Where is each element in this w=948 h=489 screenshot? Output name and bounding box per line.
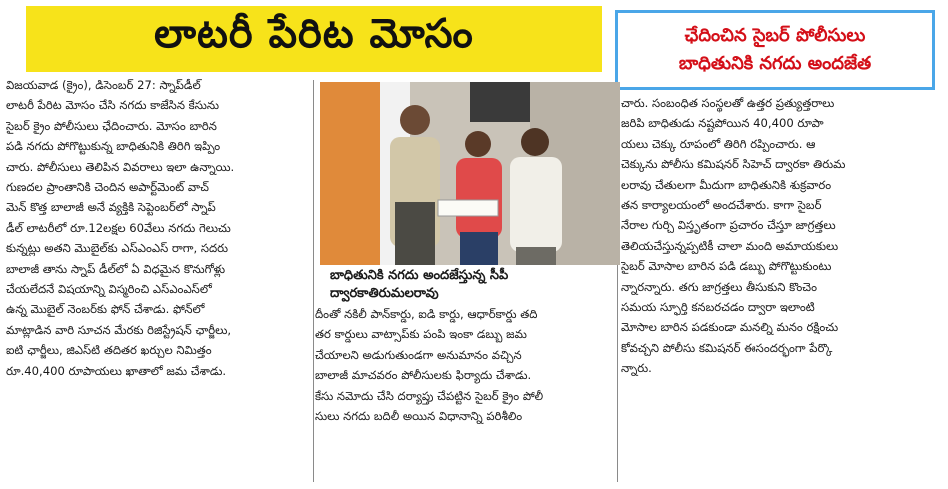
- article-column-3: [621, 93, 941, 379]
- text-line: సమయ స్ఫూర్తి కనబరచడం ద్వారా ఇలాంటి: [621, 300, 815, 315]
- text-line: సైబర్ క్రైం పోలీసులు ఛేదించారు. మోసం బారిన: [6, 118, 217, 133]
- text-line: మెన్ కొత్త బాలాజీ అనే వ్యక్తికి సెప్టెంబర్‌లో స్నాప్: [6, 200, 216, 215]
- text-line: చేయలేదనే విషయాన్ని విస్మరించి ఎస్ఎంఎస్‌లో: [6, 282, 212, 297]
- text-line: ఉన్న మొబైల్ నెంబర్‌కు ఫోన్ చేశాడు. ఫోన్‌లో: [6, 302, 205, 317]
- photo-illustration: [320, 82, 620, 265]
- text-line: చేయాలని అడుగుతుండగా అనుమానం వచ్చిన: [315, 347, 522, 362]
- text-line: న్నారన్నారు. తగు జాగ్రత్తలు తీసుకుని కొంచెం: [621, 279, 817, 294]
- news-photo: [320, 82, 620, 265]
- headline: లాటరీ పేరిట మోసం: [26, 6, 602, 72]
- text-line: న్నారు.: [621, 361, 652, 376]
- text-line: కున్నట్లు అతని మొబైల్‌కు ఎస్ఎంఎస్ రాగా, సదరు: [6, 241, 229, 256]
- text-line: బాలాజీ మాచవరం పోలీసులకు ఫిర్యాదు చేశాడు.: [315, 368, 532, 383]
- text-line: డీల్ లాటరీలో రూ.12లక్షల 60వేలు నగదు గెలుచు: [6, 220, 231, 235]
- photo-caption: [320, 266, 620, 304]
- column-divider: [313, 80, 314, 482]
- text-line: బాలాజీ తాను స్నాప్ డీల్‌లో ఏ విధమైన కొనుగోళ్లు: [6, 261, 226, 276]
- caption-line-1: బాధితునికి నగదు అందజేస్తున్న సీపీ: [330, 268, 509, 283]
- subheadline-box: [615, 10, 935, 90]
- text-line: కోవచ్చని పోలీసు కమిషనర్ ఈసందర్భంగా పేర్కొ: [621, 340, 833, 355]
- text-line: దీంతో నకిలీ పాన్‌కార్డు, ఐడి కార్డు, ఆధార్‌కార్డు తది: [315, 307, 538, 321]
- text-line: కేసు నమోదు చేసి దర్యాప్తు చేపట్టిన సైబర్ క్రైం పోలీ: [315, 388, 544, 403]
- text-line: చారు. పోలీసులు తెలిపిన వివరాలు ఇలా ఉన్నాయి.: [6, 159, 235, 174]
- text-line: చారు. సంబంధిత సంస్థలతో ఉత్తర ప్రత్యుత్తరాలు: [621, 96, 835, 110]
- text-line: జరిపి బాధితుడు నష్టపోయిన 40,400 రూపా: [621, 116, 824, 131]
- text-line: తెలియచేస్తున్నప్పటికీ చాలా మంది అమాయకులు: [621, 238, 839, 253]
- text-line: మాట్లాడిన వారి సూచన మేరకు రిజిస్ట్రేషన్ ఛార్జీలు,: [6, 322, 232, 337]
- text-line: చెక్కును పోలీసు కమిషనర్ సిహెచ్ ద్వారకా తిరుమ: [621, 157, 846, 172]
- text-line: తర కార్డులు వాట్సాప్‌కు పంపి ఇంకా డబ్బు జమ: [315, 327, 527, 342]
- text-line: సులు నగదు బదిలీ అయిన విధానాన్ని పరిశీలిం: [315, 409, 523, 424]
- article-column-1: [6, 75, 311, 381]
- text-line: లరావు చేతులగా మీదుగా బాధితునికి శుక్రవారం: [621, 177, 832, 192]
- text-line: గుణదల ప్రాంతానికి చెందిన అపార్ట్‌మెంట్ వాచ్: [6, 180, 209, 195]
- text-line: యలు చెక్కు రూపంలో తిరిగి రప్పించారు. ఆ: [621, 136, 816, 151]
- text-line: ఐటి ఛార్జీలు, జిఎస్‌టి తదితర ఖర్చుల నిమిత్తం: [6, 343, 212, 358]
- text-line: మోసాల బారిన పడకుండా మనల్ని మనం రక్షించు: [621, 320, 839, 335]
- text-line: విజయవాడ (క్రైం), డిసెంబర్ 27: స్నాప్‌డీల్: [6, 78, 201, 92]
- subheadline-line-1: ఛేదించిన సైబర్ పోలీసులు: [684, 25, 866, 46]
- text-line: తన కార్యాలయంలో అందచేశారు. కాగా సైబర్: [621, 198, 822, 213]
- text-line: నేరాల గుర్చి విస్తృతంగా ప్రచారం చేస్తూ జాగ్రత్తలు: [621, 218, 836, 233]
- text-line: పడి నగదు పోగొట్టుకున్న బాధితునికి తిరిగి ఇప్పిం: [6, 139, 221, 154]
- text-line: రూ.40,400 రూపాయలు ఖాతాలో జమ చేశాడు.: [6, 363, 227, 378]
- subheadline-line-2: బాధితునికి నగదు అందజేత: [678, 53, 872, 74]
- text-line: సైబర్ మోసాల బారిన పడి డబ్బు పోగొట్టుకుంటు: [621, 259, 832, 274]
- caption-line-2: ద్వారకాతిరుమలరావు: [330, 286, 439, 301]
- text-line: లాటరీ పేరిట మోసం చేసి నగదు కాజేసిన కేసును: [6, 98, 219, 113]
- article-column-2: [315, 304, 615, 426]
